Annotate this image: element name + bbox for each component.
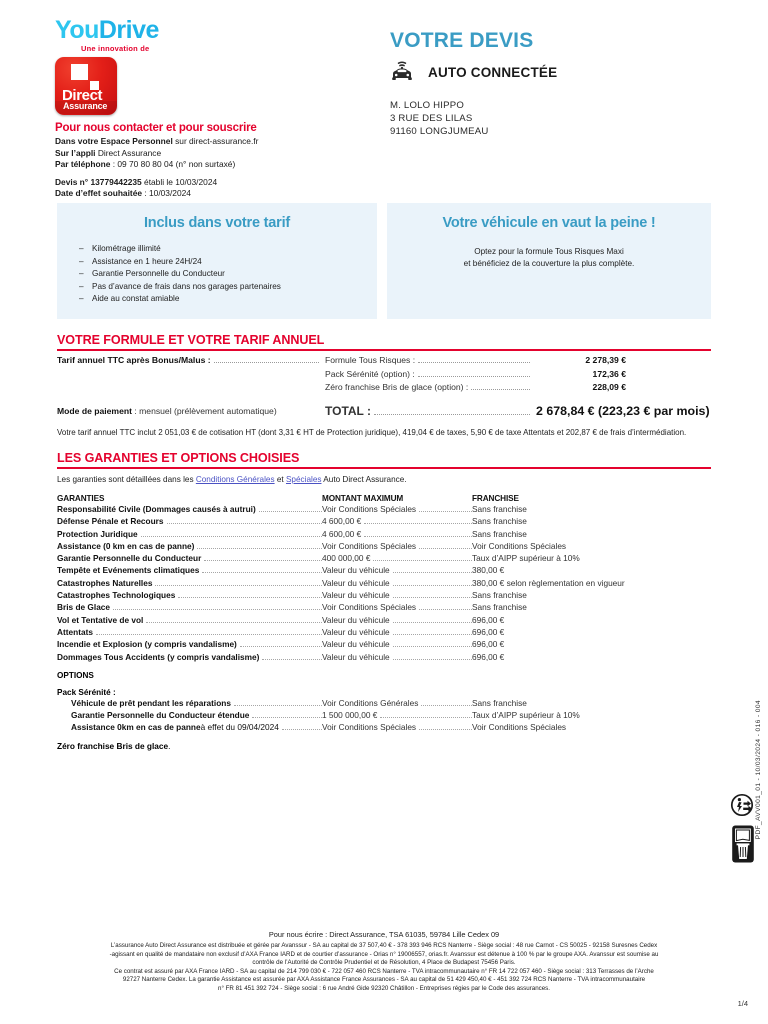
- page-number: 1/4: [737, 999, 748, 1008]
- included-box: [57, 203, 377, 319]
- guarantee-name-cell: [57, 540, 322, 552]
- footer-legal-line: 92727 Nanterre Cedex. La garantie Assistance est assurée par AXA Assistance France Assurances - SA au capital de 51 429 450,40 € - 451 392 724 RCS Nanterre - TVA intracommunautaire: [122, 976, 646, 984]
- dot-leader: [393, 585, 472, 586]
- guarantee-franchise: 696,00 €: [472, 614, 505, 625]
- tarif-total-row: [57, 404, 711, 418]
- guarantee-amount: Voir Conditions Spéciales: [322, 602, 417, 613]
- footer-legal-line: Ce contrat est assuré par AXA France IARD - SA au capital de 214 799 030 € - 722 057 460 RCS Nanterre - TVA intracommunautaire n° FR 14 722 057 460 - Siège social : 313 Terrasses de l’Arche: [114, 967, 654, 975]
- guarantee-name-cell: [57, 697, 322, 709]
- payment-mode-value: : mensuel (prélèvement automatique): [131, 406, 277, 416]
- dot-leader: [146, 622, 322, 623]
- guarantee-amount: 400 000,00 €: [322, 553, 371, 564]
- address-line-3: 91160 LONGJUMEAU: [390, 126, 489, 137]
- payment-mode-label-bold: Mode de paiement: [57, 406, 132, 416]
- guarantee-name-cell: [57, 601, 322, 613]
- guarantee-franchise: Sans franchise: [472, 590, 527, 601]
- guarantee-name: Garantie Personnelle du Conducteur étendue: [71, 710, 250, 721]
- guarantee-name-cell: [57, 564, 322, 576]
- dot-leader: [155, 585, 322, 586]
- effect-date-value: : 10/03/2024: [142, 188, 191, 199]
- tarif-section-rule: [57, 349, 711, 351]
- guarantee-amount-cell: [322, 626, 472, 638]
- guarantee-franchise: Sans franchise: [472, 504, 527, 514]
- dot-leader: [204, 560, 322, 561]
- connected-car-icon: [390, 58, 420, 87]
- dot-leader: [282, 729, 322, 730]
- garanties-intro-c: Auto Direct Assurance.: [321, 475, 407, 484]
- guarantee-name: Bris de Glace: [57, 602, 111, 613]
- guarantee-franchise: Taux d’AIPP supérieur à 10%: [472, 553, 580, 564]
- tarif-row: [57, 355, 711, 366]
- dot-leader: [113, 609, 322, 610]
- dot-leader: [240, 646, 322, 647]
- guarantee-franchise: 696,00 €: [472, 626, 505, 637]
- list-item: – Assistance en 1 heure 24H/24: [79, 256, 377, 269]
- zero-franchise-line: [57, 741, 711, 751]
- dot-leader: [418, 376, 530, 377]
- dot-leader: [419, 511, 472, 512]
- dot-leader: [178, 597, 322, 598]
- guarantee-amount-cell: [322, 709, 472, 721]
- upsell-box: [387, 203, 711, 319]
- table-row: [57, 564, 711, 576]
- youdrive-logo-you: You: [55, 16, 99, 44]
- product-row: [390, 58, 557, 87]
- guarantee-franchise: 380,00 € selon règlementation en vigueur: [472, 577, 625, 588]
- contact-line-appli-rest: Direct Assurance: [95, 147, 162, 158]
- dot-leader: [259, 511, 322, 512]
- guarantee-name-cell: [57, 577, 322, 589]
- guarantee-amount-cell: [322, 697, 472, 709]
- youdrive-logo-drive: Drive: [98, 16, 159, 44]
- table-row: [57, 528, 711, 540]
- included-box-list: [79, 243, 377, 306]
- dot-leader: [393, 622, 472, 623]
- list-item: – Pas d’avance de frais dans nos garages partenaires: [79, 281, 377, 294]
- footer-legal-line: contrôle de l’Autorité de Contrôle Prudentiel et de Résolution, 4 Place de Budapest 75456 Paris.: [252, 959, 516, 967]
- guarantee-amount-cell: [322, 651, 472, 663]
- table-row: [57, 540, 711, 552]
- garanties-intro: [57, 475, 711, 484]
- guarantee-amount: Valeur du véhicule: [322, 565, 390, 576]
- effect-date-line: [55, 188, 355, 200]
- table-row: [57, 515, 711, 527]
- guarantee-name: Incendie et Explosion (y compris vandalisme): [57, 639, 237, 650]
- list-item: – Garantie Personnelle du Conducteur: [79, 268, 377, 281]
- tarif-line-label-cell: [325, 369, 530, 380]
- guarantee-amount: Voir Conditions Générales: [322, 697, 419, 708]
- product-name: AUTO CONNECTÉE: [428, 65, 558, 80]
- contact-line-espace: [55, 136, 355, 148]
- upsell-box-title: Votre véhicule en vaut la peine !: [442, 215, 656, 231]
- dot-leader: [262, 659, 322, 660]
- footer-legal-text: [48, 942, 720, 994]
- dot-leader: [167, 523, 322, 524]
- recycling-marks: [730, 793, 762, 869]
- dot-leader: [202, 572, 322, 573]
- dot-leader: [96, 634, 322, 635]
- dot-leader: [393, 597, 472, 598]
- dot-leader: [380, 717, 472, 718]
- tarif-annual-label: Tarif annuel TTC après Bonus/Malus :: [57, 355, 211, 365]
- table-row: [57, 589, 711, 601]
- dot-leader: [373, 560, 472, 561]
- guarantee-franchise: Voir Conditions Spéciales: [472, 540, 567, 551]
- table-row: [57, 503, 711, 515]
- contact-details: [55, 136, 355, 171]
- guarantee-amount-cell: [322, 564, 472, 576]
- guarantee-franchise: Sans franchise: [472, 697, 527, 708]
- guarantee-amount: Valeur du véhicule: [322, 577, 390, 588]
- guarantee-name: Véhicule de prêt pendant les réparations: [71, 697, 231, 708]
- guarantee-name-cell: [57, 503, 322, 515]
- dot-leader: [364, 536, 472, 537]
- guarantee-franchise: Sans franchise: [472, 528, 527, 539]
- guarantee-name: Tempête et Evénements climatiques: [57, 565, 200, 576]
- garanties-intro-a: Les garanties sont détaillées dans les: [57, 475, 196, 484]
- total-label: TOTAL :: [325, 404, 371, 418]
- quote-number-date: établi le 10/03/2024: [141, 176, 218, 187]
- guarantee-name-cell: [57, 651, 322, 663]
- dot-leader: [364, 523, 472, 524]
- table-row: [57, 577, 711, 589]
- table-row: [57, 697, 711, 709]
- guarantee-amount: 4 600,00 €: [322, 528, 362, 539]
- upsell-box-text: [387, 246, 711, 270]
- dot-leader: [393, 659, 472, 660]
- tarif-line-amount: 228,09 €: [592, 382, 626, 392]
- guarantee-name-cell: [57, 638, 322, 650]
- table-row: [57, 552, 711, 564]
- table-row: [57, 651, 711, 663]
- guarantee-name: Responsabilité Civile (Dommages causés à autrui): [57, 504, 256, 514]
- table-row: [57, 709, 711, 721]
- footer-legal-line: L’assurance Auto Direct Assurance est distribuée et gérée par Avanssur - SA au capital de 37 507,40 € - 378 393 946 RCS Nanterre - Siège social : 48 rue Carnot - CS 50025 - 92158 Suresnes Cedex: [110, 942, 658, 949]
- contact-heading: Pour nous contacter et pour souscrire: [55, 122, 257, 134]
- guarantee-name: Attentats: [57, 626, 93, 637]
- guarantee-name: Catastrophes Technologiques: [57, 590, 176, 601]
- table-row: [57, 601, 711, 613]
- zero-franchise-rest: .: [168, 740, 171, 751]
- guarantee-amount-cell: [322, 638, 472, 650]
- garanties-section-rule: [57, 467, 711, 469]
- tarif-line-label: Formule Tous Risques :: [325, 355, 416, 365]
- guarantee-name-cell: [57, 626, 322, 638]
- table-row: [57, 638, 711, 650]
- link-conditions-generales[interactable]: Conditions Générales: [195, 475, 275, 484]
- tarif-line-label-cell: [325, 382, 530, 393]
- dot-leader: [393, 634, 472, 635]
- address-line-2: 3 RUE DES LILAS: [390, 113, 473, 124]
- link-conditions-speciales[interactable]: Spéciales: [285, 475, 322, 484]
- table-row: [57, 721, 711, 733]
- document-code-vertical: PDF_AVV001_01 - 10/03/2024 - 016 - 004: [755, 700, 762, 840]
- address-line-1: M. LOLO HIPPO: [390, 100, 465, 111]
- garanties-block: [57, 470, 711, 751]
- guarantee-name-cell: [57, 721, 322, 733]
- options-table-body: [57, 697, 711, 734]
- garanties-table-body: [57, 503, 711, 663]
- youdrive-logo: [55, 18, 355, 43]
- included-box-title: Inclus dans votre tarif: [143, 215, 291, 231]
- pack-serenite-label: Pack Sérénité :: [57, 687, 116, 697]
- dot-leader: [471, 389, 530, 390]
- guarantee-name-cell: [57, 552, 322, 564]
- guarantee-name-cell: [57, 589, 322, 601]
- column-header-franchise: FRANCHISE: [472, 494, 519, 503]
- tarif-line-label: Zéro franchise Bris de glace (option) :: [325, 382, 469, 392]
- total-label-cell: [325, 404, 530, 418]
- tarif-row: [57, 382, 711, 393]
- quote-reference: [55, 177, 355, 200]
- guarantee-franchise: 696,00 €: [472, 639, 505, 650]
- guarantee-amount: Valeur du véhicule: [322, 651, 390, 662]
- quote-number: Devis n° 13779442235: [55, 176, 142, 187]
- tarif-row-label-cell: [57, 355, 319, 366]
- guarantee-name: Garantie Personnelle du Conducteur: [57, 553, 202, 564]
- guarantee-name-cell: [57, 515, 322, 527]
- total-amount: 2 678,84 € (223,23 € par mois): [536, 404, 710, 418]
- dot-leader: [374, 414, 530, 415]
- contact-line-phone-rest: : 09 70 80 80 04 (n° non surtaxé): [110, 159, 236, 170]
- tarif-section-heading: [57, 333, 711, 351]
- contact-line-phone-bold: Par téléphone: [55, 159, 111, 170]
- guarantee-amount: Valeur du véhicule: [322, 639, 390, 650]
- guarantee-franchise: Sans franchise: [472, 516, 527, 527]
- guarantee-amount-cell: [322, 721, 472, 733]
- list-item: – Kilométrage illimité: [79, 243, 377, 256]
- guarantee-amount-cell: [322, 515, 472, 527]
- tarif-line-amount: 172,36 €: [592, 368, 626, 379]
- contact-line-espace-bold: Dans votre Espace Personnel: [55, 136, 173, 146]
- document-footer: [48, 930, 720, 994]
- guarantee-amount: Valeur du véhicule: [322, 626, 390, 637]
- dot-leader: [252, 717, 322, 718]
- brand-logo-block: [55, 18, 355, 200]
- guarantee-amount: 4 600,00 €: [322, 516, 362, 527]
- contact-line-appli: [55, 148, 355, 160]
- payment-mode-cell: [57, 406, 319, 416]
- guarantee-name: Défense Pénale et Recours: [57, 516, 164, 527]
- garanties-table-header: [57, 494, 711, 503]
- column-header-montant: MONTANT MAXIMUM: [322, 494, 404, 503]
- guarantee-amount: Voir Conditions Spéciales: [322, 504, 417, 514]
- guarantee-amount: Voir Conditions Spéciales: [322, 540, 417, 551]
- recycle-person-icon: [730, 793, 762, 824]
- tarif-line-label: Pack Sérénité (option) :: [325, 368, 415, 379]
- garanties-section-heading: [57, 451, 711, 469]
- dot-leader: [141, 536, 322, 537]
- guarantee-name-cell: [57, 709, 322, 721]
- dot-leader: [419, 729, 472, 730]
- logo-text-assurance: Assurance: [63, 101, 108, 111]
- guarantee-name: Catastrophes Naturelles: [57, 577, 153, 588]
- contact-line-phone: [55, 159, 355, 171]
- guarantee-amount-cell: [322, 589, 472, 601]
- guarantee-amount-cell: [322, 614, 472, 626]
- highlight-boxes: [57, 203, 711, 319]
- guarantee-amount: Valeur du véhicule: [322, 614, 390, 625]
- document-header: [0, 0, 768, 200]
- list-item: – Aide au constat amiable: [79, 293, 377, 306]
- dot-leader: [393, 646, 472, 647]
- payment-mode-label: [57, 406, 277, 416]
- innovation-tagline: Une innovation de: [81, 44, 150, 53]
- logo-text-direct: Direct: [62, 87, 103, 104]
- guarantee-name-cell: [57, 614, 322, 626]
- recycle-bin-icon: [730, 824, 762, 869]
- column-header-garanties: GARANTIES: [57, 494, 105, 503]
- garanties-section-title: LES GARANTIES ET OPTIONS CHOISIES: [57, 451, 300, 465]
- guarantee-amount-cell: [322, 552, 472, 564]
- guarantee-franchise: 380,00 €: [472, 565, 505, 576]
- zero-franchise-bold: Zéro franchise Bris de glace: [57, 740, 169, 751]
- guarantee-name: Vol et Tentative de vol: [57, 614, 144, 625]
- tarif-section-title: VOTRE FORMULE ET VOTRE TARIF ANNUEL: [57, 333, 325, 347]
- tarif-line-label-cell: [325, 355, 530, 366]
- logo-square-large: [71, 64, 88, 80]
- guarantee-franchise: 696,00 €: [472, 651, 505, 662]
- customer-address: [390, 99, 557, 138]
- options-header: OPTIONS: [57, 670, 94, 680]
- guarantee-amount-cell: [322, 503, 472, 515]
- guarantee-franchise: Voir Conditions Spéciales: [472, 722, 567, 733]
- dot-leader: [419, 548, 472, 549]
- tarif-block: [57, 355, 711, 439]
- table-row: [57, 614, 711, 626]
- footer-write-to: Pour nous écrire : Direct Assurance, TSA 61035, 59784 Lille Cedex 09: [268, 930, 500, 939]
- dot-leader: [393, 572, 472, 573]
- guarantee-amount: Voir Conditions Spéciales: [322, 722, 417, 733]
- guarantee-amount-cell: [322, 528, 472, 540]
- quote-header-right: [390, 30, 557, 138]
- guarantee-franchise: Sans franchise: [472, 602, 527, 613]
- guarantee-name: Dommages Tous Accidents (y compris vandalisme): [57, 651, 260, 662]
- guarantee-name: Assistance (0 km en cas de panne): [57, 540, 195, 551]
- footer-legal-line: -agissant en qualité de mandataire non exclusif d’AXA France IARD et de courtier d’assurance - Orias n° 19006557, orias.fr. Avanssur est détenue à 100 % par le groupe AXA. Avanssur est soumise au: [109, 950, 659, 958]
- dot-leader: [234, 705, 322, 706]
- guarantee-name: Assistance 0km en cas de panne: [71, 722, 201, 733]
- guarantee-amount: 1 500 000,00 €: [322, 710, 378, 721]
- tarif-note: Votre tarif annuel TTC inclut 2 051,03 € de cotisation HT (dont 3,31 € HT de Protection juridique), 419,04 € de taxes, 5,90 € de taxe Attentats et 202,87 € de frais d’intermédiation.: [57, 428, 687, 437]
- page-title: VOTRE DEVIS: [390, 29, 534, 52]
- table-row: [57, 626, 711, 638]
- footer-legal-line: n° FR 81 451 392 724 - Siège social : 6 rue André Gide 92320 Châtillon - Entreprises régies par le Code des assurances.: [218, 984, 550, 992]
- upsell-line-2: et bénéficiez de la couverture la plus complète.: [463, 259, 635, 268]
- contact-line-espace-rest: sur direct-assurance.fr: [172, 136, 259, 146]
- upsell-line-1: Optez pour la formule Tous Risques Maxi: [474, 247, 624, 256]
- guarantee-name: Protection Juridique: [57, 528, 138, 539]
- dot-leader: [419, 609, 472, 610]
- dot-leader: [421, 705, 472, 706]
- guarantee-amount: Valeur du véhicule: [322, 590, 390, 601]
- guarantee-name-suffix: à effet du 09/04/2024: [200, 722, 279, 733]
- garanties-intro-b: et: [274, 475, 286, 484]
- guarantee-name-cell: [57, 528, 322, 540]
- guarantee-amount-cell: [322, 601, 472, 613]
- guarantee-franchise: Taux d’AIPP supérieur à 10%: [472, 710, 580, 721]
- contact-line-appli-bold: Sur l’appli: [55, 147, 96, 158]
- dot-leader: [214, 362, 319, 363]
- dot-leader: [418, 362, 530, 363]
- direct-assurance-logo: [55, 57, 117, 115]
- guarantee-amount-cell: [322, 577, 472, 589]
- guarantee-amount-cell: [322, 540, 472, 552]
- quote-number-line: [55, 177, 355, 189]
- dot-leader: [197, 548, 322, 549]
- effect-date-label: Date d’effet souhaitée: [55, 188, 143, 199]
- tarif-line-amount: 2 278,39 €: [585, 355, 626, 365]
- tarif-row: [57, 369, 711, 380]
